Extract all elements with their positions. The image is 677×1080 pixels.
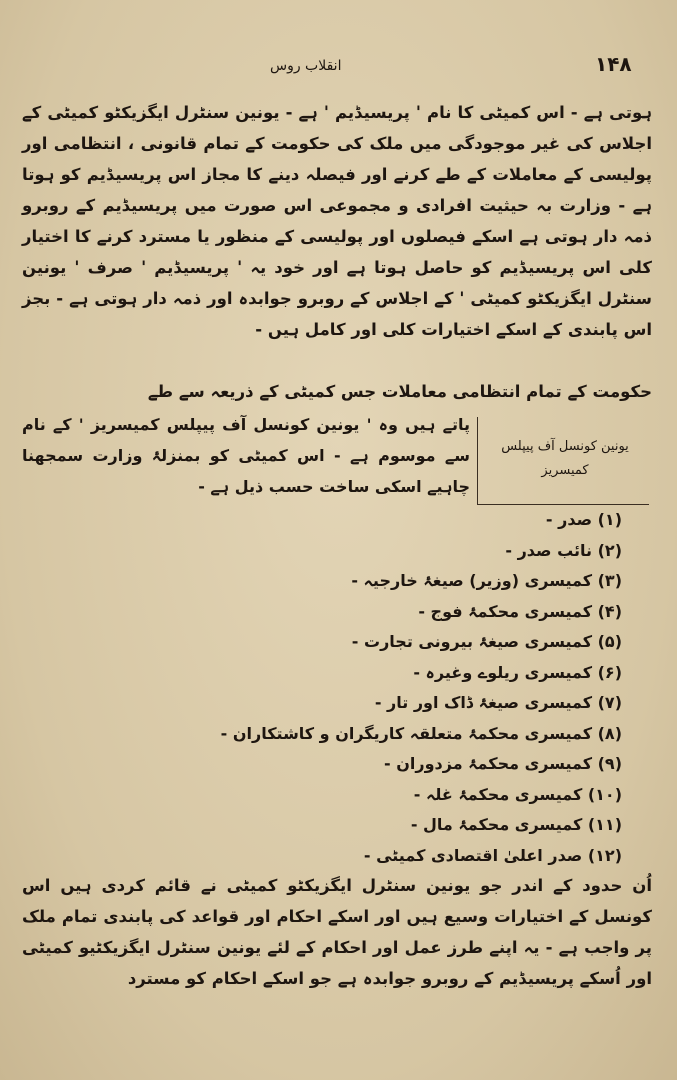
list-item: (۱۱) کمیسری محکمۂ مال - <box>410 815 622 834</box>
paragraph-council-intro: حکومت کے تمام انتظامی معاملات جس کمیٹی کے ذریعہ سے طے <box>147 382 652 401</box>
council-section <box>22 409 656 507</box>
list-item: (۲) نائب صدر - <box>505 540 622 560</box>
side-note-box <box>477 417 649 505</box>
list-item: (۹) کمیسری محکمۂ مزدوران - <box>384 754 622 773</box>
list-item: (۵) کمیسری صیغۂ بیرونی تجارت - <box>351 632 622 651</box>
list-item: (۱۲) صدر اعلیٰ اقتصادی کمیٹی - <box>363 845 622 865</box>
list-item: (۱۰) کمیسری محکمۂ غلہ - <box>413 784 622 804</box>
list-item: (۷) کمیسری صیغۂ ڈاک اور تار - <box>374 693 622 712</box>
page-header <box>0 52 677 86</box>
list-item: (۱) صدر - <box>545 510 622 529</box>
running-title: انقلاب روس <box>270 58 342 74</box>
side-note-label: یونین کونسل آف پیپلس کمیسریز <box>501 439 629 478</box>
list-item: (۴) کمیسری محکمۂ فوج - <box>418 601 622 621</box>
list-item: (۶) کمیسری ریلوے وغیرہ - <box>413 662 622 682</box>
council-composition-list <box>22 505 622 871</box>
paragraph-presidium: ہوتی ہے - اس کمیٹی کا نام ' پریسیڈیم ' ہے - یونین سنٹرل ایگزیکٹو کمیٹی کے اجلاس کی غیر موجودگی میں ملک کی حکومت کے تمام قانونی ، انتظامی اور پولیسی کے معاملات کے طے کرنے اور فیصلہ دینے کا مجاز اس پریسیڈیم کو ہوتا ہے - وزارت بہ حیثیت افرادی و مجموعی اس صورت میں پریسیڈیم کے روبرو ذمہ دار ہوتی ہے اسکے فیصلوں اور پولیسی کے منظور یا مسترد کرنے کا اختیار کلی اس پریسیڈیم کو حاصل ہوتا ہے اور خود یہ ' پریسیڈیم ' صرف ' یونین سنٹرل ایگزیکٹو کمیٹی ' کے اجلاس کے روبرو جوابدہ اور ذمہ دار ہوتی ہے - بجز اس پابندی کے اسکے اختیارات کلی اور کامل ہیں - <box>22 103 652 339</box>
paragraph-council-continued: پاتے ہیں وہ ' یونین کونسل آف پیپلس کمیسریز ' کے نام سے موسوم ہے - اس کمیٹی کو بمنزلۂ وزارت سمجھنا چاہیے اسکی ساخت حسب ذیل ہے - <box>22 415 470 496</box>
paragraph-council-powers: اُن حدود کے اندر جو یونین سنٹرل ایگزیکٹو کمیٹی نے قائم کردی ہیں اس کونسل کے اختیارات وسیع ہیں اور اسکے احکام اور قواعد کی پابندی تمام ملک پر واجب ہے - یہ اپنے طرز عمل اور احکام کے لئے یونین سنٹرل ایگزیکٹیو کمیٹی اور اُسکے پریسیڈیم کے روبرو جوابدہ ہے جو اسکے احکام کو مسترد <box>22 876 652 988</box>
page-number: ۱۴۸ <box>595 52 632 76</box>
list-item: (۸) کمیسری محکمۂ متعلقہ کاریگران و کاشتکاران - <box>220 723 622 743</box>
list-item: (۳) کمیسری (وزیر) صیغۂ خارجیہ - <box>351 571 622 590</box>
